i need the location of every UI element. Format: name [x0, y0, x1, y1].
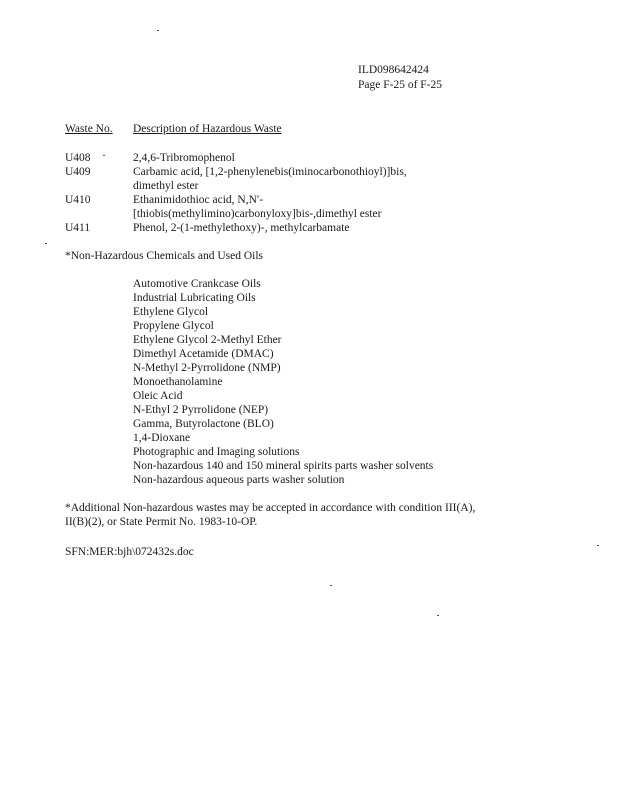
waste-code: U410: [65, 194, 91, 206]
nonhazardous-item: Propylene Glycol: [133, 320, 214, 332]
nonhazardous-item: Ethylene Glycol 2-Methyl Ether: [133, 334, 282, 346]
column-header-waste-no: Waste No.: [65, 123, 113, 135]
column-header-description: Description of Hazardous Waste: [133, 123, 282, 135]
nonhazardous-item: Non-hazardous aqueous parts washer solution: [133, 474, 345, 486]
nonhazardous-item: Photographic and Imaging solutions: [133, 446, 300, 458]
footnote-line-2: II(B)(2), or State Permit No. 1983-10-OP.: [65, 516, 258, 528]
document-id: ILD098642424: [358, 64, 429, 76]
waste-description: Phenol, 2-(1-methylethoxy)-, methylcarbamate: [133, 222, 350, 234]
scan-speck: [45, 243, 47, 244]
scan-speck: [103, 155, 105, 156]
waste-description-continued: [thiobis(methylimino)carbonyloxy]bis-,dimethyl ester: [133, 208, 382, 220]
nonhazardous-item: N-Methyl 2-Pyrrolidone (NMP): [133, 362, 281, 374]
waste-description-continued: dimethyl ester: [133, 180, 199, 192]
waste-description: Ethanimidothioc acid, N,N′-: [133, 194, 264, 206]
scan-speck: [330, 585, 332, 586]
waste-code: U411: [65, 222, 91, 234]
nonhazardous-item: Industrial Lubricating Oils: [133, 292, 256, 304]
waste-description: 2,4,6-Tribromophenol: [133, 152, 235, 164]
nonhazardous-item: Ethylene Glycol: [133, 306, 209, 318]
scan-speck: [157, 30, 159, 31]
nonhazardous-item: Dimethyl Acetamide (DMAC): [133, 348, 274, 360]
waste-code: U409: [65, 166, 91, 178]
nonhazardous-item: Automotive Crankcase Oils: [133, 278, 261, 290]
nonhazardous-item: Non-hazardous 140 and 150 mineral spirits parts washer solvents: [133, 460, 434, 472]
nonhazardous-item: N-Ethyl 2 Pyrrolidone (NEP): [133, 404, 269, 416]
footnote-line-1: *Additional Non-hazardous wastes may be accepted in accordance with condition III(A),: [65, 502, 476, 514]
waste-description: Carbamic acid, [1,2-phenylenebis(iminocarbonothioyl)]bis,: [133, 166, 407, 178]
nonhazardous-heading: *Non-Hazardous Chemicals and Used Oils: [65, 250, 264, 262]
nonhazardous-item: Gamma, Butyrolactone (BLO): [133, 418, 274, 430]
file-reference: SFN:MER:bjh\072432s.doc: [65, 546, 194, 558]
scan-speck: [597, 545, 599, 546]
nonhazardous-item: Oleic Acid: [133, 390, 183, 402]
waste-code: U408: [65, 152, 91, 164]
scan-speck: [437, 615, 439, 616]
nonhazardous-item: Monoethanolamine: [133, 376, 223, 388]
page-number: Page F-25 of F-25: [358, 79, 443, 91]
nonhazardous-item: 1,4-Dioxane: [133, 432, 191, 444]
